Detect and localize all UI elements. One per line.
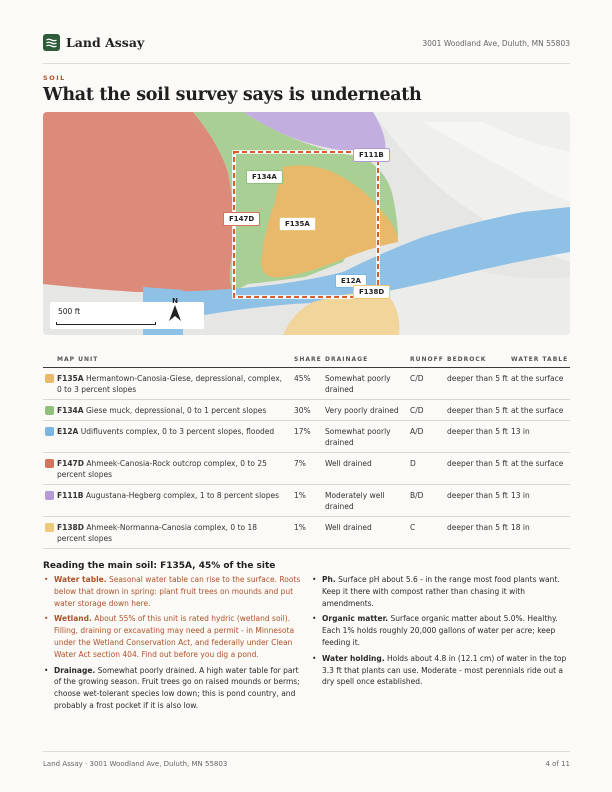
footer-divider [43,751,570,752]
map-label-F138D: F138D [353,285,390,299]
reading-bullet [311,653,573,688]
reading-bullet [43,574,305,609]
map-label-F134A: F134A [246,170,283,184]
reading-list-right [311,574,573,692]
unit-name: Udifluvents complex, 0 to 3 percent slopes, flooded [80,426,275,436]
unit-swatch [45,459,54,468]
scale-label: 500 ft [58,307,81,316]
col-header-bedrock: BEDROCK [447,345,511,367]
table-row [43,516,570,548]
unit-code: E12A [57,426,79,436]
bullet-text: About 55% of this unit is rated hydric (wetland soil). Filling, draining or excavating may need a permit - in Minnesota under the Wetland Conservation Act, and federally under Clean Water Act section 404. Find out before you dig a pond. [54,614,295,659]
bullet-lead: Water table. [54,575,107,584]
col-header-runoff: RUNOFF [410,345,447,367]
unit-swatch [45,406,54,415]
cell-bedrock: deeper than 5 ft [447,516,511,548]
north-arrow [168,297,182,321]
reading-bullet [43,613,305,660]
header-address: 3001 Woodland Ave, Duluth, MN 55803 [422,39,570,48]
bullet-lead: Organic matter. [322,614,389,624]
cell-map-unit [43,420,294,452]
cell-runoff: C [410,516,447,548]
cell-bedrock: deeper than 5 ft [447,367,511,399]
unit-swatch [45,523,54,532]
reading-title: Reading the main soil: F135A, 45% of the site [43,561,276,571]
col-header-share: SHARE [294,345,325,367]
cell-map-unit [43,399,294,420]
cell-map-unit [43,516,294,548]
unit-name: Ahmeek-Canosia-Rock outcrop complex, 0 to 25 percent slopes [57,458,267,479]
table-row [43,420,570,452]
page-title: What the soil survey says is underneath [43,85,422,105]
cell-bedrock: deeper than 5 ft [447,420,511,452]
cell-map-unit [43,367,294,399]
bullet-lead: Water holding. [322,653,385,663]
soil-map[interactable] [43,112,570,335]
table-row [43,367,570,399]
bullet-text: Holds about 4.8 in (12.1 cm) of water in the top 3.3 ft that plants can use. Moderate - most perennials ride out a dry spell once established. [322,653,567,687]
cell-share: 7% [294,452,325,484]
cell-water-table: at the surface [511,399,570,420]
reading-bullet [43,665,305,712]
cell-map-unit [43,452,294,484]
page-number: 4 of 11 [545,760,570,768]
cell-bedrock: deeper than 5 ft [447,452,511,484]
unit-code: F147D [57,458,85,468]
unit-name: Hermantown-Canosia-Giese, depressional, complex, 0 to 3 percent slopes [57,373,283,394]
unit-name: Ahmeek-Normanna-Canosia complex, 0 to 18 percent slopes [57,522,258,543]
bullet-lead: Ph. [322,575,336,584]
cell-share: 17% [294,420,325,452]
header-divider [43,63,570,64]
footer-address: Land Assay · 3001 Woodland Ave, Duluth, MN 55803 [43,760,228,768]
map-label-E12A: E12A [335,274,367,288]
table-row [43,452,570,484]
cell-water-table: 13 in [511,420,570,452]
waves-logo-icon [43,34,60,51]
col-header-drainage: DRAINAGE [325,345,410,367]
cell-drainage: Very poorly drained [325,399,410,420]
north-label: N [172,297,178,305]
cell-share: 1% [294,484,325,516]
table-row [43,399,570,420]
bullet-lead: Wetland. [54,614,92,624]
cell-drainage: Somewhat poorly drained [325,420,410,452]
bullet-text: Surface organic matter about 5.0%. Healthy. Each 1% holds roughly 20,000 gallons of water per acre; keep feeding it. [322,614,558,647]
cell-share: 30% [294,399,325,420]
cell-drainage: Moderately well drained [325,484,410,516]
unit-name: Giese muck, depressional, 0 to 1 percent slopes [85,405,267,415]
unit-code: F135A [57,373,84,383]
cell-drainage: Well drained [325,516,410,548]
scale-line [56,322,156,325]
map-unit-table [43,345,570,549]
bullet-text: Somewhat poorly drained. A high water table for part of the growing season. Fruit trees go on raised mounds or berms; choose wet-tolerant species low down; this is pond country, and probably a frost pocket if it is also low. [54,665,300,710]
brand-name: Land Assay [66,35,145,50]
brand[interactable] [43,34,144,51]
cell-bedrock: deeper than 5 ft [447,484,511,516]
cell-drainage: Somewhat poorly drained [325,367,410,399]
map-label-F135A: F135A [279,217,316,231]
bullet-lead: Drainage. [54,665,96,675]
cell-water-table: 18 in [511,516,570,548]
unit-swatch [45,491,54,500]
cell-runoff: A/D [410,420,447,452]
cell-water-table: 13 in [511,484,570,516]
page-header [43,34,570,54]
col-header-water-table: WATER TABLE [511,345,570,367]
bullet-text: Surface pH about 5.6 - in the range most food plants want. Keep it there with compost rather than chasing it with amendments. [322,575,560,608]
cell-share: 1% [294,516,325,548]
cell-water-table: at the surface [511,367,570,399]
col-header-unit: MAP UNIT [43,345,294,367]
unit-code: F134A [57,405,84,415]
map-label-F111B: F111B [353,148,390,162]
bullet-text: Seasonal water table can rise to the surface. Roots below that drown in spring: plant fruit trees on mounds and put water storage down here. [54,575,301,608]
north-arrow-icon [168,305,182,321]
cell-water-table: at the surface [511,452,570,484]
cell-drainage: Well drained [325,452,410,484]
map-label-F147D: F147D [223,212,260,226]
cell-runoff: C/D [410,367,447,399]
unit-swatch [45,374,54,383]
cell-map-unit [43,484,294,516]
map-area-F147D [43,112,234,292]
unit-code: F138D [57,522,85,532]
unit-code: F111B [57,490,84,500]
unit-swatch [45,427,54,436]
reading-bullet [311,613,573,648]
cell-share: 45% [294,367,325,399]
table-row [43,484,570,516]
cell-runoff: C/D [410,399,447,420]
section-eyebrow: SOIL [43,74,66,82]
cell-runoff: D [410,452,447,484]
reading-list-left [43,574,305,716]
table-header-row [43,345,570,367]
cell-runoff: B/D [410,484,447,516]
reading-bullet [311,574,573,609]
cell-bedrock: deeper than 5 ft [447,399,511,420]
unit-name: Augustana-Hegberg complex, 1 to 8 percent slopes [85,490,280,500]
